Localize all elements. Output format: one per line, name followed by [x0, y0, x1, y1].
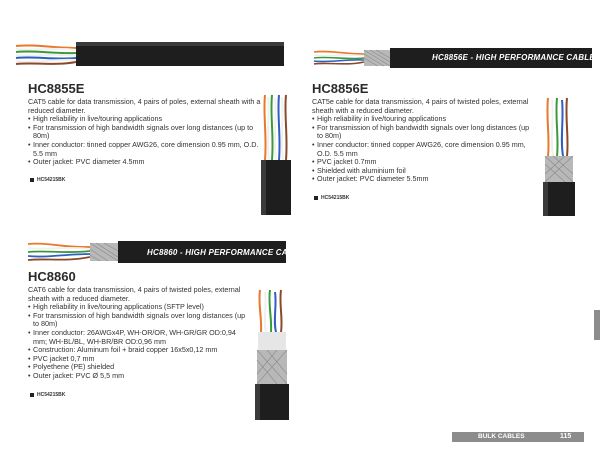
hc8860-vertical-cable-image [250, 290, 296, 420]
feature-item: • Polyethene (PE) shielded [28, 363, 246, 372]
feature-item: • For transmission of high bandwidth signals over long distances (up to 80m) [312, 124, 534, 141]
product-code: HC54215BK [30, 177, 65, 183]
product-description: CAT6 cable for data transmission, 4 pairs of twisted poles, external sheath with a reduced diameter. [28, 285, 241, 303]
feature-item: • Inner conductor: tinned copper AWG26, core dimension 0.95 mm, O.D. 5.5 mm [312, 141, 534, 158]
feature-item: • Outer jacket: PVC diameter 5.5mm [312, 175, 534, 184]
feature-item: • High reliability in live/touring applications [28, 115, 268, 124]
feature-item: • High reliability in live/touring applications (SFTP level) [28, 303, 246, 312]
feature-item: • Outer jacket: PVC Ø 5,5 mm [28, 372, 246, 381]
product-description-block [28, 286, 246, 381]
hc8855e-vertical-cable-image [255, 95, 295, 215]
product-banner: HC8860 - HIGH PERFORMANCE CABLE [147, 248, 305, 257]
page-number: 115 [560, 433, 572, 440]
product-code: HC54215BK [30, 392, 65, 398]
hc8856e-vertical-cable-image [538, 98, 580, 216]
feature-item: • Inner conductor: tinned copper AWG26, core dimension 0.95 mm, O.D. 5.5 mm [28, 141, 268, 158]
product-code: HC54215BK [314, 195, 349, 201]
feature-item: • Outer jacket: PVC diameter 4.5mm [28, 158, 268, 167]
feature-item: • Shielded with aluminium foil [312, 167, 534, 176]
product-title: HC8860 [28, 269, 76, 284]
product-banner: HC8856E - HIGH PERFORMANCE CABLE [432, 53, 595, 62]
side-section-tab [594, 310, 600, 340]
bullet-square-icon [30, 393, 34, 397]
bullet-square-icon [314, 196, 318, 200]
feature-item: • High reliability in live/touring applications [312, 115, 534, 124]
bullet-square-icon [30, 178, 34, 182]
product-description: CAT5e cable for data transmission, 4 pairs of twisted poles, external sheath with a reduced diameter. [312, 97, 529, 115]
product-title: HC8856E [312, 81, 369, 96]
feature-item: • Inner conductor: 26AWGx4P, WH-OR/OR, WH-GR/GR OD:0,94 mm; WH-BL/BL, WH-BR/BR OD:0,96 mm [28, 329, 246, 346]
product-description-block [28, 98, 268, 167]
feature-item: • Construction: Aluminum foil + braid copper 16x5x0,12 mm [28, 346, 246, 355]
footer-section-label: BULK CABLES [478, 433, 525, 440]
feature-item: • For transmission of high bandwidth signals over long distances (up to 80m) [28, 124, 268, 141]
hc8855e-horizontal-cable-image [14, 36, 284, 72]
feature-list [28, 303, 246, 380]
feature-item: • PVC jacket 0.7mm [312, 158, 534, 167]
feature-item: • PVC jacket 0,7 mm [28, 355, 246, 364]
feature-list [28, 115, 268, 167]
product-description: CAT5 cable for data transmission, 4 pairs of poles, external sheath with a reduced diameter. [28, 97, 261, 115]
product-description-block [312, 98, 534, 184]
product-title: HC8855E [28, 81, 85, 96]
feature-item: • For transmission of high bandwidth signals over long distances (up to 80m) [28, 312, 246, 329]
feature-list [312, 115, 534, 184]
